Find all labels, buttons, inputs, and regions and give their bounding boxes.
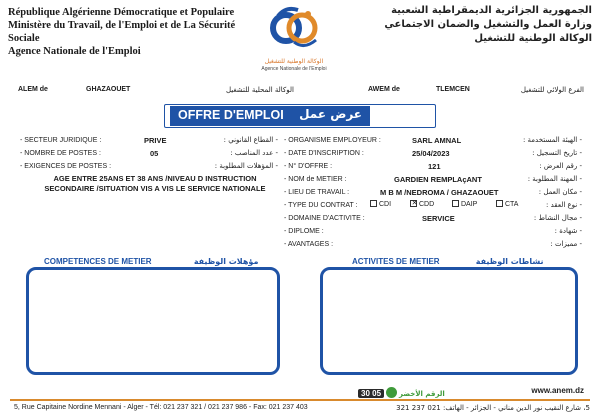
checkbox-cdd[interactable]: [410, 200, 417, 207]
offre-arabic: - رقم العرض :: [539, 162, 582, 170]
exigences-label: - EXIGENCES DE POSTES :: [20, 163, 112, 170]
field-secteur: [20, 136, 278, 147]
field-lieu: [284, 188, 582, 199]
awem-label: AWEM de: [368, 86, 400, 93]
alem-label: ALEM de: [18, 86, 48, 93]
logo-french-text: Agence Nationale de l'Emploi: [261, 66, 327, 72]
contract-daip[interactable]: [452, 200, 477, 208]
organisme-label: - ORGANISME EMPLOYEUR :: [284, 137, 381, 144]
contract-cdi[interactable]: [370, 200, 391, 208]
date-value: 25/04/2023: [412, 149, 450, 158]
website-link[interactable]: www.anem.dz: [531, 386, 584, 395]
date-label: - DATE D'INSCRIPTION :: [284, 150, 364, 157]
lieu-value: M B M /NEDROMA / GHAZAOUET: [380, 188, 499, 197]
anem-logo-icon: [264, 2, 324, 58]
contract-cdi-label: CDI: [379, 201, 392, 208]
contract-daip-label: DAIP: [461, 201, 478, 208]
field-offre: [284, 162, 582, 173]
contract-cta-label: CTA: [505, 201, 519, 208]
contrat-label: - TYPE DU CONTRAT :: [284, 202, 358, 209]
activites-panel[interactable]: [320, 267, 578, 375]
header-arabic: [342, 4, 592, 46]
field-metier: [284, 175, 582, 186]
exigences-arabic: - المؤهلات المطلوبة :: [214, 162, 278, 170]
exigences-value: [44, 174, 266, 194]
checkbox-daip[interactable]: [452, 200, 459, 207]
metier-value: GARDIEN REMPLAçANT: [394, 175, 482, 184]
postes-label: - NOMBRE DE POSTES :: [20, 150, 101, 157]
green-number: 30 05: [358, 389, 384, 398]
checkbox-cdi[interactable]: [370, 200, 377, 207]
domaine-label: - DOMAINE D'ACTIVITE :: [284, 215, 365, 222]
postes-arabic: - عدد المناصب :: [230, 149, 278, 157]
field-domaine: [284, 214, 582, 225]
domaine-value: SERVICE: [422, 214, 455, 223]
organisme-value: SARL AMNAL: [412, 136, 462, 145]
agency-row: [18, 84, 584, 98]
offre-value: 121: [428, 162, 441, 171]
phone-icon: [386, 387, 397, 398]
title-banner: [170, 106, 370, 126]
footer-address-ar: 5، شارع النقيب نور الدين مناني - الجزائر - الهاتف: 021 237 321: [396, 404, 590, 412]
footer-address: [14, 404, 590, 411]
secteur-value: PRIVE: [144, 136, 167, 145]
lieu-label: - LIEU DE TRAVAIL :: [284, 189, 350, 196]
contract-cta[interactable]: [496, 200, 518, 208]
header-ministry: Ministère du Travail, de l'Emploi et de La Sécurité Sociale: [8, 20, 236, 44]
field-postes: [20, 149, 278, 160]
logo-arabic-text: الوكالة الوطنية للتشغيل: [264, 58, 324, 65]
diplome-arabic: - شهادة :: [554, 227, 582, 235]
avantages-label: - AVANTAGES :: [284, 241, 334, 248]
footer-divider: [10, 399, 590, 401]
title-french: OFFRE D'EMPLOI: [178, 108, 284, 122]
awem-arabic-label: الفرع الولائي للتشغيل: [520, 86, 584, 94]
contrat-arabic: - نوع العقد :: [546, 201, 582, 209]
offre-label: - N° D'OFFRE :: [284, 163, 333, 170]
field-organisme: [284, 136, 582, 147]
header-republic-ar: الجمهورية الجزائرية الديمقراطية الشعبية: [391, 5, 592, 16]
footer-address-fr: 5, Rue Capitaine Nordine Mennani - Alger - Tél: 021 237 321 / 021 237 986 - Fax: 021 237 403: [14, 404, 308, 411]
organisme-arabic: - الهيئة المستخدمة :: [522, 136, 582, 144]
exigences-value-line2: SECONDAIRE /SITUATION VIS A VIS LE SERVICE NATIONALE: [44, 184, 266, 193]
competences-panel[interactable]: [26, 267, 280, 375]
avantages-arabic: - مميزات :: [550, 240, 582, 248]
secteur-label: - SECTEUR JURIDIQUE :: [20, 137, 102, 144]
activites-arabic: نشاطات الوظيفة: [475, 257, 544, 266]
secteur-arabic: - القطاع القانوني :: [223, 136, 278, 144]
diplome-label: - DIPLOME :: [284, 228, 324, 235]
header-ministry-ar: وزارة العمل والتشغيل والضمان الاجتماعي: [384, 19, 592, 30]
green-number-label: الرقم الأخضر: [399, 390, 445, 398]
checkbox-cta[interactable]: [496, 200, 503, 207]
contract-cdd[interactable]: [410, 200, 434, 208]
domaine-arabic: - مجال النشاط :: [533, 214, 582, 222]
competences-arabic: مؤهلات الوظيفة: [193, 257, 259, 266]
alem-value: GHAZAOUET: [86, 86, 131, 93]
alem-arabic-label: الوكالة المحلية للتشغيل: [226, 86, 294, 94]
green-number-badge: [358, 387, 445, 399]
header-republic: République Algérienne Démocratique et Populaire: [8, 7, 235, 18]
anem-logo: [256, 2, 332, 76]
awem-value: TLEMCEN: [436, 86, 470, 93]
metier-arabic: - المهنة المطلوبة :: [527, 175, 582, 183]
contract-cdd-label: CDD: [419, 201, 435, 208]
header-agency: Agence Nationale de l'Emploi: [8, 46, 141, 57]
activites-french: ACTIVITES DE METIER: [352, 257, 440, 266]
header-french: [8, 6, 258, 58]
date-arabic: - تاريخ التسجيل :: [532, 149, 582, 157]
title-arabic: عرض عمل: [299, 107, 362, 121]
lieu-arabic: - مكان العمل :: [538, 188, 582, 196]
postes-value: 05: [150, 149, 159, 158]
competences-french: COMPETENCES DE METIER: [44, 257, 152, 266]
field-exigences: [20, 162, 278, 173]
header-agency-ar: الوكالة الوطنية للتشغيل: [474, 33, 592, 44]
field-diplome: [284, 227, 582, 238]
field-date: [284, 149, 582, 160]
exigences-value-line1: AGE ENTRE 25ANS ET 38 ANS /NIVEAU D INSTRUCTION: [53, 174, 257, 183]
field-avantages: [284, 240, 582, 251]
metier-label: - NOM de METIER :: [284, 176, 347, 183]
